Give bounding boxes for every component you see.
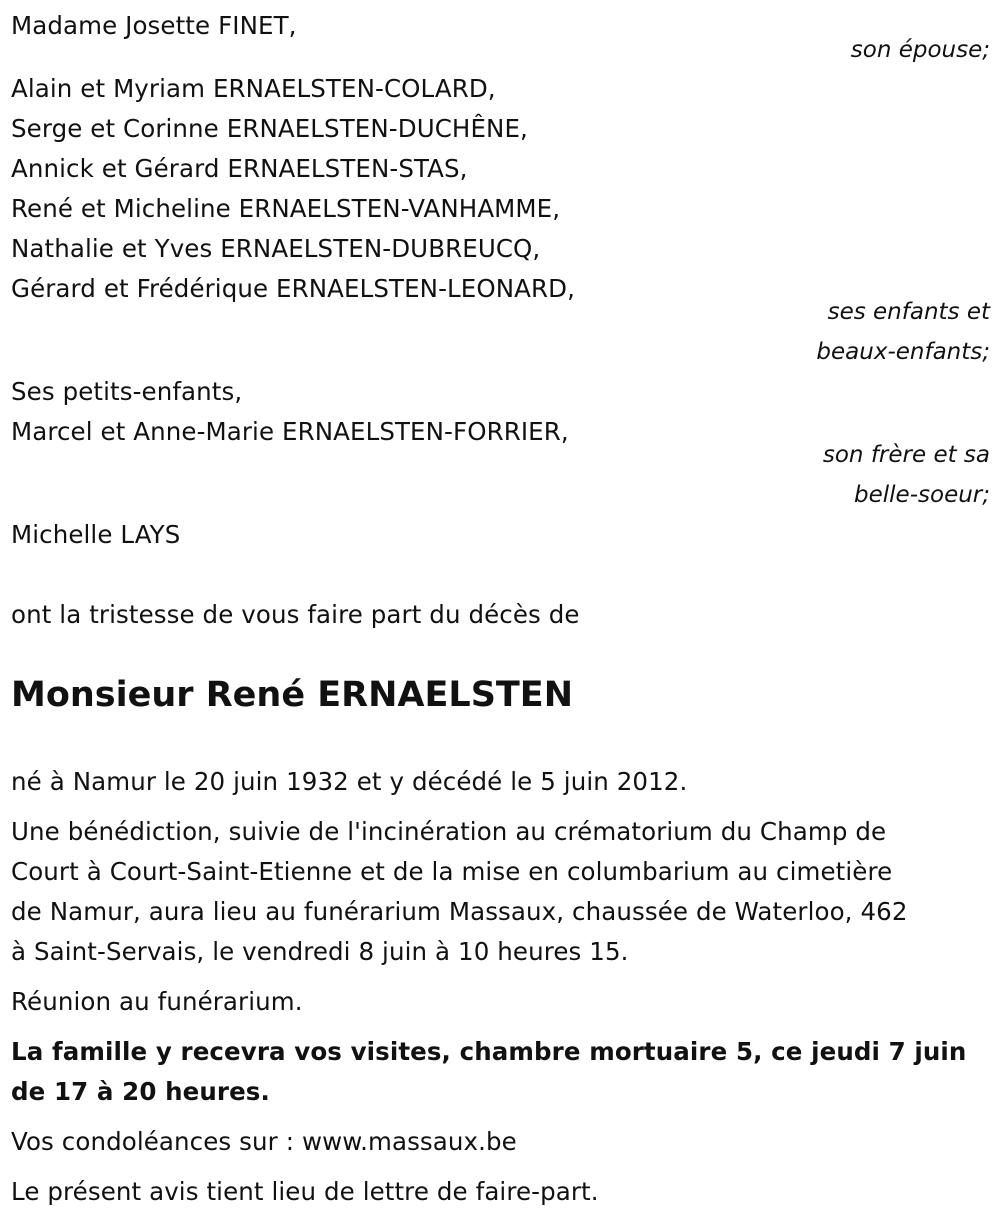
child-line-2: Serge et Corinne ERNAELSTEN-DUCHÊNE, [11, 114, 528, 143]
child-line-1: Alain et Myriam ERNAELSTEN-COLARD, [11, 74, 496, 103]
sibling-role-line-1: son frère et sa [822, 442, 990, 468]
sibling-role-line-2: belle-soeur; [854, 482, 990, 508]
visits-line-2: de 17 à 20 heures. [11, 1077, 270, 1106]
deceased-name: Monsieur René ERNAELSTEN [11, 675, 573, 715]
ceremony-line-4: à Saint-Servais, le vendredi 8 juin à 10 heures 15. [11, 937, 629, 966]
child-line-3: Annick et Gérard ERNAELSTEN-STAS, [11, 154, 468, 183]
spouse-name: Madame Josette FINET, [11, 11, 297, 40]
ceremony-line-1: Une bénédiction, suivie de l'incinération au crématorium du Champ de [11, 817, 887, 846]
child-line-5: Nathalie et Yves ERNAELSTEN-DUBREUCQ, [11, 234, 541, 263]
child-line-4: René et Micheline ERNAELSTEN-VANHAMME, [11, 194, 561, 223]
announcement-text: ont la tristesse de vous faire part du décès de [11, 600, 580, 629]
ceremony-line-3: de Namur, aura lieu au funérarium Massaux, chaussée de Waterloo, 462 [11, 897, 908, 926]
child-line-6: Gérard et Frédérique ERNAELSTEN-LEONARD, [11, 274, 576, 303]
children-role-line-2: beaux-enfants; [816, 339, 990, 365]
birth-death-text: né à Namur le 20 juin 1932 et y décédé le 5 juin 2012. [11, 767, 688, 796]
ceremony-line-2: Court à Court-Saint-Etienne et de la mise en columbarium au cimetière [11, 857, 893, 886]
condolences-text: Vos condoléances sur : www.massaux.be [11, 1127, 517, 1156]
children-role-line-1: ses enfants et [827, 299, 990, 325]
other-relative: Michelle LAYS [11, 520, 181, 549]
sibling-name: Marcel et Anne-Marie ERNAELSTEN-FORRIER, [11, 417, 569, 446]
reunion-text: Réunion au funérarium. [11, 987, 303, 1016]
grandchildren-line: Ses petits-enfants, [11, 377, 243, 406]
notice-text: Le présent avis tient lieu de lettre de faire-part. [11, 1177, 599, 1206]
visits-line-1: La famille y recevra vos visites, chambre mortuaire 5, ce jeudi 7 juin [11, 1037, 967, 1066]
spouse-role: son épouse; [850, 37, 990, 63]
